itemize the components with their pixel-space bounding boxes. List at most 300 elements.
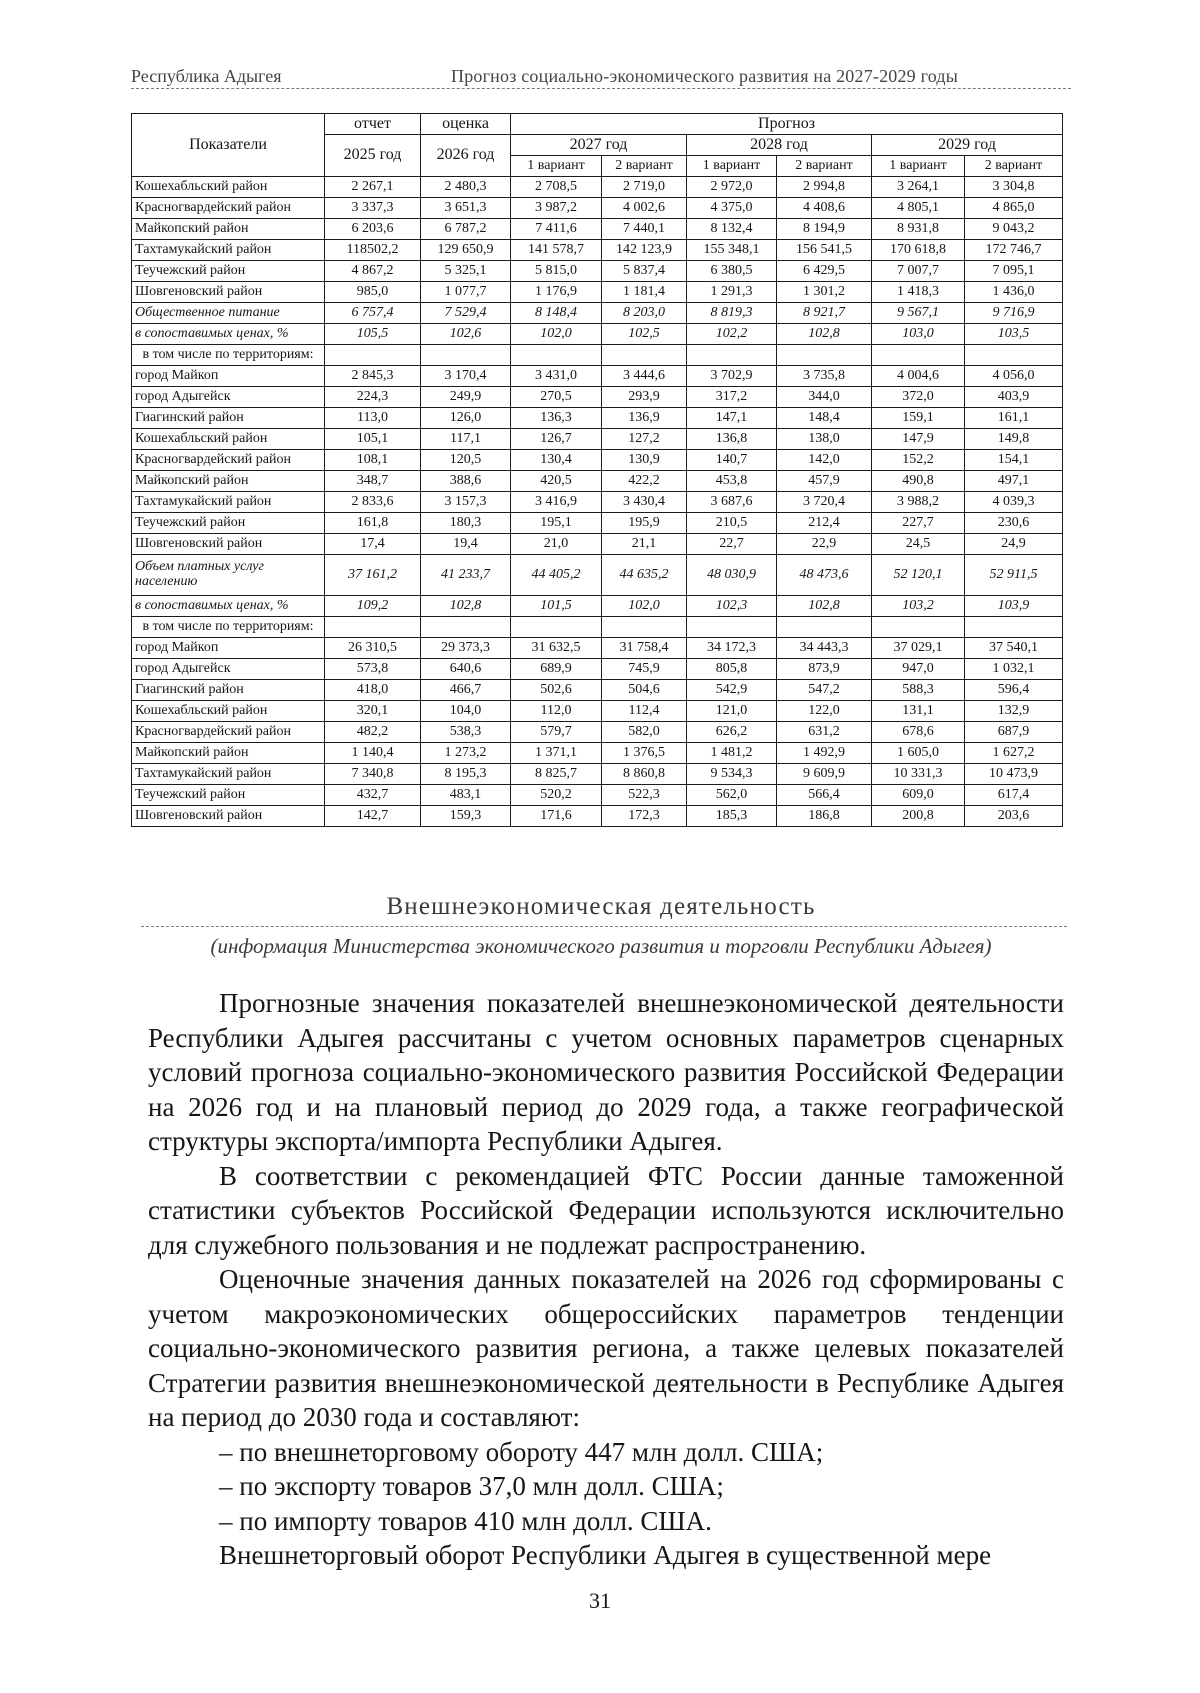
row-label: Кошехабльский район: [132, 701, 325, 722]
table-cell: [872, 345, 965, 366]
table-cell: 31 632,5: [511, 638, 602, 659]
row-label: Шовгеновский район: [132, 806, 325, 827]
table-cell: 230,6: [965, 513, 1063, 534]
page-header: [131, 64, 1071, 89]
row-label: Тахтамукайский район: [132, 764, 325, 785]
list-item: – по экспорту товаров 37,0 млн долл. США;: [219, 1471, 724, 1501]
table-cell: 6 429,5: [777, 261, 872, 282]
table-cell: 104,0: [421, 701, 511, 722]
table-body: [132, 177, 1063, 827]
table-cell: 2 480,3: [421, 177, 511, 198]
table-cell: 17,4: [325, 534, 421, 555]
table-cell: 8 860,8: [602, 764, 687, 785]
table-cell: 109,2: [325, 596, 421, 617]
table-cell: 102,8: [777, 596, 872, 617]
table-cell: 1 077,7: [421, 282, 511, 303]
column-header-2027: 2027 год: [511, 135, 687, 156]
column-header-2029-variant-1: 1 вариант: [872, 156, 965, 177]
table-row: [132, 198, 1063, 219]
table-cell: 3 416,9: [511, 492, 602, 513]
table-cell: 9 716,9: [965, 303, 1063, 324]
table-cell: 195,1: [511, 513, 602, 534]
table-row: [132, 366, 1063, 387]
paragraph: Прогнозные значения показателей внешнеэкономической деятельности Республики Адыгея рассчитаны с учетом основных параметров сценарных условий прогноза социально-экономического развития Российской Федерации на 2026 год и на плановый период до 2029 года, а также географической структуры экспорта/импорта Республики Адыгея.: [148, 988, 1064, 1156]
table-cell: 1 371,1: [511, 743, 602, 764]
table-cell: 9 534,3: [687, 764, 777, 785]
row-label: Кошехабльский район: [132, 429, 325, 450]
table-cell: 186,8: [777, 806, 872, 827]
table-row: [132, 219, 1063, 240]
table-cell: 3 988,2: [872, 492, 965, 513]
table-cell: [602, 617, 687, 638]
table-row: [132, 324, 1063, 345]
table-cell: 348,7: [325, 471, 421, 492]
table-cell: 617,4: [965, 785, 1063, 806]
table-cell: 4 004,6: [872, 366, 965, 387]
table-cell: 5 325,1: [421, 261, 511, 282]
table-cell: 147,9: [872, 429, 965, 450]
table-row: [132, 806, 1063, 827]
table-row: [132, 701, 1063, 722]
row-label: Общественное питание: [132, 303, 325, 324]
table-cell: 6 757,4: [325, 303, 421, 324]
table-row: [132, 555, 1063, 596]
table-cell: 130,4: [511, 450, 602, 471]
table-cell: 4 408,6: [777, 198, 872, 219]
table-cell: [325, 617, 421, 638]
table-cell: 7 440,1: [602, 219, 687, 240]
column-header-report: отчет: [325, 114, 421, 135]
table-cell: [511, 345, 602, 366]
table-cell: 105,1: [325, 429, 421, 450]
table-cell: 542,9: [687, 680, 777, 701]
table-cell: 687,9: [965, 722, 1063, 743]
table-cell: 52 911,5: [965, 555, 1063, 596]
table-cell: 6 380,5: [687, 261, 777, 282]
table-cell: 490,8: [872, 471, 965, 492]
table-cell: 127,2: [602, 429, 687, 450]
table-cell: 388,6: [421, 471, 511, 492]
table-cell: 34 172,3: [687, 638, 777, 659]
table-cell: 152,2: [872, 450, 965, 471]
row-label: в том числе по территориям:: [132, 345, 325, 366]
table-cell: [421, 617, 511, 638]
table-cell: 293,9: [602, 387, 687, 408]
forecast-table: [131, 113, 1063, 827]
table-cell: 52 120,1: [872, 555, 965, 596]
table-cell: 1 273,2: [421, 743, 511, 764]
table-row: [132, 743, 1063, 764]
table-row: [132, 492, 1063, 513]
table-row: [132, 177, 1063, 198]
table-cell: 9 043,2: [965, 219, 1063, 240]
table-cell: 41 233,7: [421, 555, 511, 596]
table-cell: 5 837,4: [602, 261, 687, 282]
table-cell: 1 605,0: [872, 743, 965, 764]
section-source-note: (информация Министерства экономического развития и торговли Республики Адыгея): [210, 934, 992, 958]
table-cell: 2 845,3: [325, 366, 421, 387]
table-cell: 2 972,0: [687, 177, 777, 198]
column-header-2029-variant-2: 2 вариант: [965, 156, 1063, 177]
table-row: [132, 764, 1063, 785]
table-cell: 141 578,7: [511, 240, 602, 261]
table-cell: 4 375,0: [687, 198, 777, 219]
row-label: Майкопский район: [132, 743, 325, 764]
table-cell: 502,6: [511, 680, 602, 701]
table-cell: 142 123,9: [602, 240, 687, 261]
table-cell: 130,9: [602, 450, 687, 471]
paragraph: Внешнеторговый оборот Республики Адыгея в существенной мере: [219, 1540, 992, 1570]
row-label: Шовгеновский район: [132, 282, 325, 303]
table-cell: 6 787,2: [421, 219, 511, 240]
column-header-2028-variant-1: 1 вариант: [687, 156, 777, 177]
table-cell: 138,0: [777, 429, 872, 450]
table-cell: 457,9: [777, 471, 872, 492]
body-text: [148, 986, 1064, 1573]
row-label: город Майкоп: [132, 366, 325, 387]
table-row: [132, 596, 1063, 617]
table-cell: 37 540,1: [965, 638, 1063, 659]
row-label: Гиагинский район: [132, 408, 325, 429]
row-label: Майкопский район: [132, 219, 325, 240]
table-cell: 8 148,4: [511, 303, 602, 324]
table-cell: 1 418,3: [872, 282, 965, 303]
table-row: [132, 680, 1063, 701]
table-cell: 44 405,2: [511, 555, 602, 596]
table-cell: 142,7: [325, 806, 421, 827]
table-cell: 224,3: [325, 387, 421, 408]
table-cell: 185,3: [687, 806, 777, 827]
table-cell: [777, 345, 872, 366]
table-cell: 102,5: [602, 324, 687, 345]
table-cell: [965, 617, 1063, 638]
table-cell: 3 720,4: [777, 492, 872, 513]
table-cell: 6 203,6: [325, 219, 421, 240]
table-cell: 195,9: [602, 513, 687, 534]
table-cell: 4 002,6: [602, 198, 687, 219]
table-cell: 2 719,0: [602, 177, 687, 198]
table-cell: 873,9: [777, 659, 872, 680]
table-cell: 4 865,0: [965, 198, 1063, 219]
row-label: Красногвардейский район: [132, 722, 325, 743]
page-number: 31: [589, 1588, 611, 1613]
table-row: [132, 617, 1063, 638]
table-cell: 102,6: [421, 324, 511, 345]
table-cell: 562,0: [687, 785, 777, 806]
table-cell: 122,0: [777, 701, 872, 722]
row-label: в сопоставимых ценах, %: [132, 324, 325, 345]
table-cell: 142,0: [777, 450, 872, 471]
row-label: Объем платных услуг населению: [132, 555, 325, 596]
table-cell: 678,6: [872, 722, 965, 743]
table-cell: 156 541,5: [777, 240, 872, 261]
table-cell: 805,8: [687, 659, 777, 680]
table-cell: 34 443,3: [777, 638, 872, 659]
table-cell: 102,2: [687, 324, 777, 345]
table-cell: 10 473,9: [965, 764, 1063, 785]
table-cell: 483,1: [421, 785, 511, 806]
table-cell: 203,6: [965, 806, 1063, 827]
row-label: Гиагинский район: [132, 680, 325, 701]
table-cell: 24,5: [872, 534, 965, 555]
table-cell: 2 833,6: [325, 492, 421, 513]
table-cell: 31 758,4: [602, 638, 687, 659]
list-item: – по внешнеторговому обороту 447 млн долл. США;: [219, 1436, 824, 1467]
table-cell: 640,6: [421, 659, 511, 680]
paragraph: В соответствии с рекомендацией ФТС России данные таможенной статистики субъектов Российской Федерации используются исключительно для служебного пользования и не подлежат распространению.: [148, 1160, 1064, 1260]
table-cell: 522,3: [602, 785, 687, 806]
table-cell: 2 708,5: [511, 177, 602, 198]
table-cell: 129 650,9: [421, 240, 511, 261]
table-cell: 212,4: [777, 513, 872, 534]
table-cell: 9 567,1: [872, 303, 965, 324]
row-label: Тахтамукайский район: [132, 492, 325, 513]
table-cell: 520,2: [511, 785, 602, 806]
table-cell: [511, 617, 602, 638]
table-row: [132, 722, 1063, 743]
table-cell: 112,0: [511, 701, 602, 722]
table-cell: 200,8: [872, 806, 965, 827]
header-document-title: Прогноз социально-экономического развития на 2027-2029 годы: [451, 66, 959, 86]
table-cell: 131,1: [872, 701, 965, 722]
row-label: город Адыгейск: [132, 387, 325, 408]
table-cell: 372,0: [872, 387, 965, 408]
table-cell: 3 337,3: [325, 198, 421, 219]
table-row: [132, 785, 1063, 806]
table-cell: 985,0: [325, 282, 421, 303]
table-cell: 105,5: [325, 324, 421, 345]
table-cell: 102,8: [421, 596, 511, 617]
table-cell: 8 194,9: [777, 219, 872, 240]
table-cell: 270,5: [511, 387, 602, 408]
table-cell: 947,0: [872, 659, 965, 680]
table-cell: 8 195,3: [421, 764, 511, 785]
table-row: [132, 638, 1063, 659]
table-cell: 3 651,3: [421, 198, 511, 219]
table-cell: 1 627,2: [965, 743, 1063, 764]
table-cell: 120,5: [421, 450, 511, 471]
table-cell: 148,4: [777, 408, 872, 429]
table-cell: 159,3: [421, 806, 511, 827]
table-cell: 7 095,1: [965, 261, 1063, 282]
table-cell: 159,1: [872, 408, 965, 429]
table-cell: 588,3: [872, 680, 965, 701]
table-cell: 466,7: [421, 680, 511, 701]
table-cell: 4 805,1: [872, 198, 965, 219]
table-cell: 497,1: [965, 471, 1063, 492]
table-cell: 8 203,0: [602, 303, 687, 324]
table-cell: 7 340,8: [325, 764, 421, 785]
table-row: [132, 513, 1063, 534]
table-cell: 689,9: [511, 659, 602, 680]
row-label: Теучежский район: [132, 513, 325, 534]
row-label: город Майкоп: [132, 638, 325, 659]
table-cell: 344,0: [777, 387, 872, 408]
table-cell: 132,9: [965, 701, 1063, 722]
table-row: [132, 534, 1063, 555]
table-cell: [687, 617, 777, 638]
table-cell: 136,8: [687, 429, 777, 450]
table-row: [132, 471, 1063, 492]
paragraph: Оценочные значения данных показателей на 2026 год сформированы с учетом макроэкономических общероссийских параметров тенденции социально-экономического развития региона, а также целевых показателей Стратегии развития внешнеэкономической деятельности в Республике Адыгея на период до 2030 года и составляют:: [148, 1264, 1064, 1432]
table-row: [132, 240, 1063, 261]
row-label: в сопоставимых ценах, %: [132, 596, 325, 617]
table-cell: [965, 345, 1063, 366]
section-divider: [141, 926, 1067, 927]
table-cell: 1 140,4: [325, 743, 421, 764]
table-cell: 117,1: [421, 429, 511, 450]
table-cell: 2 994,8: [777, 177, 872, 198]
table-cell: 3 264,1: [872, 177, 965, 198]
table-cell: 29 373,3: [421, 638, 511, 659]
table-cell: 453,8: [687, 471, 777, 492]
table-cell: 1 032,1: [965, 659, 1063, 680]
table-cell: 422,2: [602, 471, 687, 492]
table-cell: 317,2: [687, 387, 777, 408]
table-cell: 103,2: [872, 596, 965, 617]
column-header-2027-variant-2: 2 вариант: [602, 156, 687, 177]
table-row: [132, 408, 1063, 429]
table-cell: 170 618,8: [872, 240, 965, 261]
table-cell: 3 735,8: [777, 366, 872, 387]
table-cell: 3 170,4: [421, 366, 511, 387]
table-cell: 482,2: [325, 722, 421, 743]
table-cell: 210,5: [687, 513, 777, 534]
row-label: в том числе по территориям:: [132, 617, 325, 638]
table-cell: 161,1: [965, 408, 1063, 429]
table-cell: 172,3: [602, 806, 687, 827]
table-cell: 403,9: [965, 387, 1063, 408]
table-cell: 582,0: [602, 722, 687, 743]
column-header-2026: 2026 год: [421, 135, 511, 177]
table-cell: 1 291,3: [687, 282, 777, 303]
table-cell: 172 746,7: [965, 240, 1063, 261]
table-cell: 566,4: [777, 785, 872, 806]
table-cell: 8 921,7: [777, 303, 872, 324]
table-cell: 7 411,6: [511, 219, 602, 240]
table-cell: 1 376,5: [602, 743, 687, 764]
table-cell: [687, 345, 777, 366]
table-cell: 161,8: [325, 513, 421, 534]
table-cell: 149,8: [965, 429, 1063, 450]
column-header-forecast: Прогноз: [511, 114, 1063, 135]
table-cell: 432,7: [325, 785, 421, 806]
table-cell: 1 181,4: [602, 282, 687, 303]
table-cell: 22,9: [777, 534, 872, 555]
header-region: Республика Адыгея: [131, 66, 282, 86]
table-cell: 3 304,8: [965, 177, 1063, 198]
table-cell: 108,1: [325, 450, 421, 471]
table-cell: 103,9: [965, 596, 1063, 617]
column-header-2028-variant-2: 2 вариант: [777, 156, 872, 177]
table-cell: 9 609,9: [777, 764, 872, 785]
table-cell: 8 931,8: [872, 219, 965, 240]
table-cell: 420,5: [511, 471, 602, 492]
table-cell: 8 819,3: [687, 303, 777, 324]
table-cell: 121,0: [687, 701, 777, 722]
table-row: [132, 345, 1063, 366]
column-header-2029: 2029 год: [872, 135, 1063, 156]
row-label: Красногвардейский район: [132, 450, 325, 471]
column-header-2028: 2028 год: [687, 135, 872, 156]
table-row: [132, 282, 1063, 303]
table-cell: 4 039,3: [965, 492, 1063, 513]
row-label: Теучежский район: [132, 261, 325, 282]
table-cell: 112,4: [602, 701, 687, 722]
table-cell: 147,1: [687, 408, 777, 429]
table-cell: 155 348,1: [687, 240, 777, 261]
table-cell: 3 431,0: [511, 366, 602, 387]
table-cell: 3 430,4: [602, 492, 687, 513]
table-row: [132, 659, 1063, 680]
table-cell: 154,1: [965, 450, 1063, 471]
table-cell: 48 030,9: [687, 555, 777, 596]
table-cell: 21,0: [511, 534, 602, 555]
table-cell: 22,7: [687, 534, 777, 555]
table-cell: 8 825,7: [511, 764, 602, 785]
row-label: Кошехабльский район: [132, 177, 325, 198]
table-cell: 171,6: [511, 806, 602, 827]
table-cell: 4 056,0: [965, 366, 1063, 387]
column-header-2027-variant-1: 1 вариант: [511, 156, 602, 177]
column-header-estimate: оценка: [421, 114, 511, 135]
table-cell: 504,6: [602, 680, 687, 701]
table-cell: 573,8: [325, 659, 421, 680]
section-title: Внешнеэкономическая деятельность: [386, 893, 816, 920]
table-cell: 37 029,1: [872, 638, 965, 659]
table-cell: 626,2: [687, 722, 777, 743]
table-cell: 3 702,9: [687, 366, 777, 387]
table-cell: 745,9: [602, 659, 687, 680]
table-cell: 631,2: [777, 722, 872, 743]
table-cell: 3 687,6: [687, 492, 777, 513]
table-cell: 113,0: [325, 408, 421, 429]
row-label: Шовгеновский район: [132, 534, 325, 555]
table-cell: 227,7: [872, 513, 965, 534]
table-cell: 37 161,2: [325, 555, 421, 596]
table-cell: 140,7: [687, 450, 777, 471]
table-cell: 180,3: [421, 513, 511, 534]
table-cell: 538,3: [421, 722, 511, 743]
table-cell: 3 987,2: [511, 198, 602, 219]
table-cell: 21,1: [602, 534, 687, 555]
table-cell: 1 492,9: [777, 743, 872, 764]
table-cell: 136,3: [511, 408, 602, 429]
row-label: город Адыгейск: [132, 659, 325, 680]
table-cell: 7 007,7: [872, 261, 965, 282]
table-cell: 19,4: [421, 534, 511, 555]
table-head: [132, 114, 1063, 177]
table-row: [132, 387, 1063, 408]
table-cell: 136,9: [602, 408, 687, 429]
row-label: Тахтамукайский район: [132, 240, 325, 261]
table-cell: 26 310,5: [325, 638, 421, 659]
table-cell: 579,7: [511, 722, 602, 743]
table-cell: 101,5: [511, 596, 602, 617]
table-cell: 2 267,1: [325, 177, 421, 198]
column-header-indicators: Показатели: [132, 114, 325, 177]
table-cell: [602, 345, 687, 366]
table-cell: 1 436,0: [965, 282, 1063, 303]
table-cell: [777, 617, 872, 638]
table-cell: 3 157,3: [421, 492, 511, 513]
table-cell: 5 815,0: [511, 261, 602, 282]
table-cell: 44 635,2: [602, 555, 687, 596]
table-cell: 102,3: [687, 596, 777, 617]
table-cell: 8 132,4: [687, 219, 777, 240]
table-cell: 4 867,2: [325, 261, 421, 282]
table-cell: 102,8: [777, 324, 872, 345]
